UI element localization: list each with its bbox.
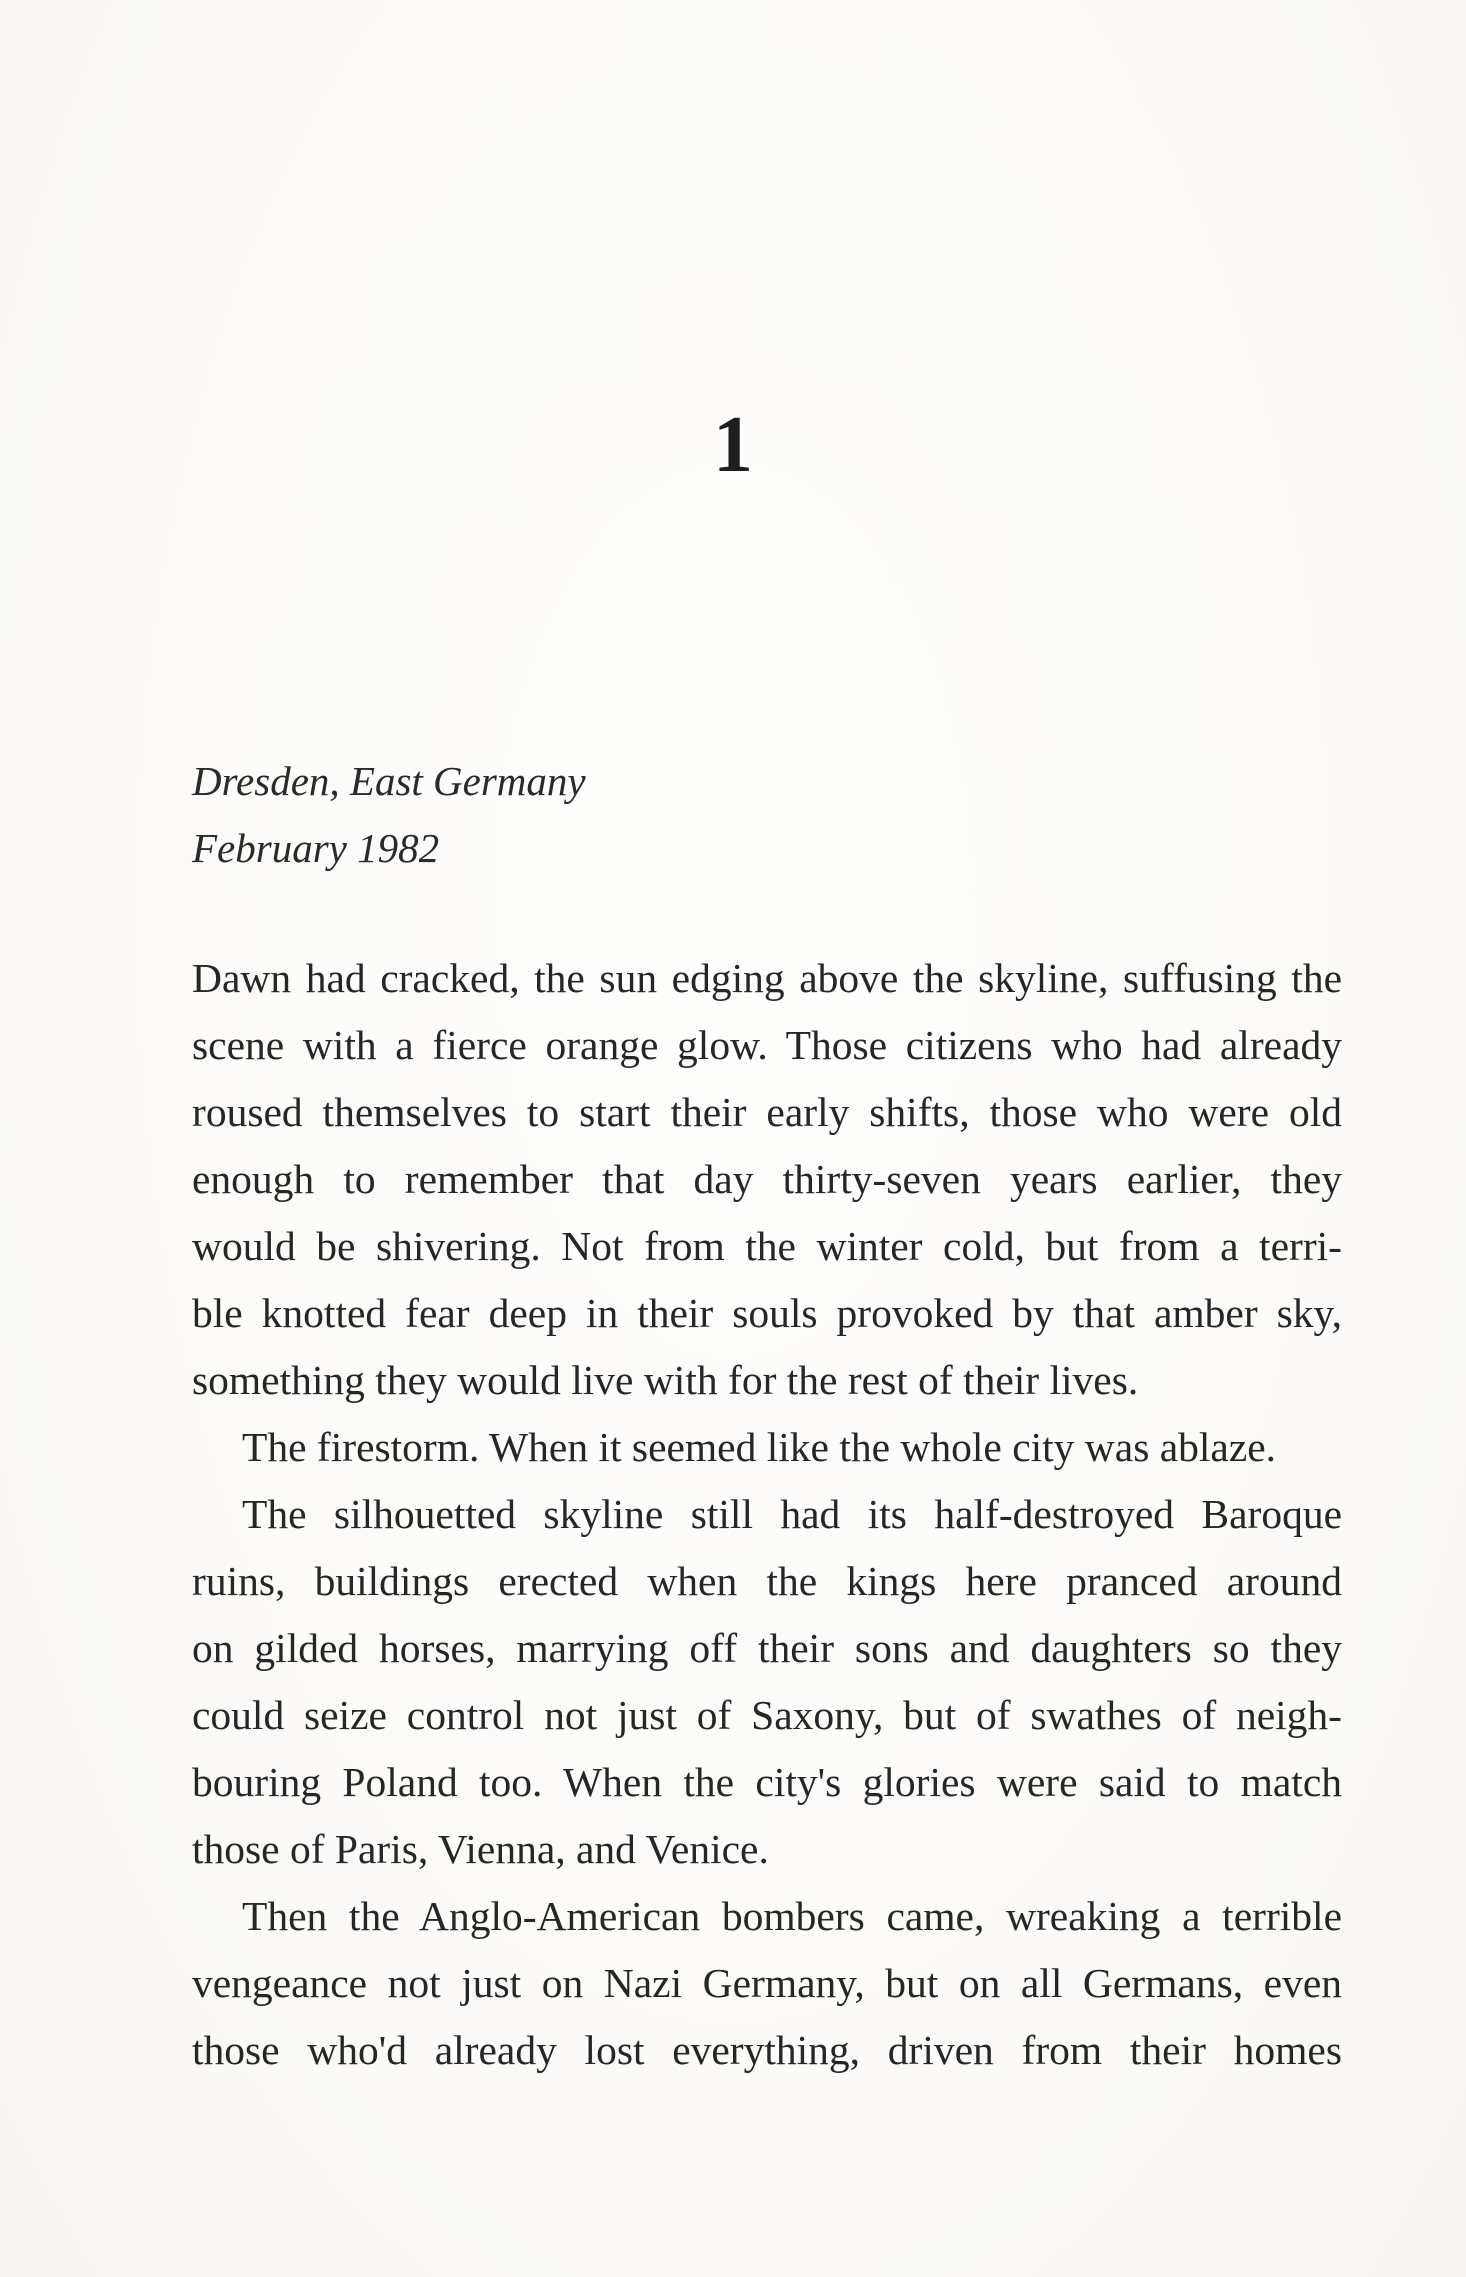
text-line: those who'd already lost everything, driven from their homes	[192, 2027, 1342, 2073]
text-line: roused themselves to start their early shifts, those who were old	[192, 1089, 1342, 1135]
text-line: Dawn had cracked, the sun edging above the skyline, suffusing the	[192, 955, 1342, 1001]
text-line: The firestorm. When it seemed like the whole city was ablaze.	[242, 1424, 1277, 1470]
paragraph-2	[192, 1414, 1342, 1481]
paragraph-4	[192, 1883, 1342, 2084]
chapter-number: 1	[713, 401, 753, 489]
text-line: enough to remember that day thirty-seven years earlier, they	[192, 1156, 1342, 1202]
dateline-place: Dresden, East Germany	[192, 758, 586, 804]
text-line: vengeance not just on Nazi Germany, but on all Germans, even	[192, 1960, 1342, 2006]
paragraph-3	[192, 1481, 1342, 1883]
text-line: could seize control not just of Saxony, but of swathes of neigh-	[192, 1692, 1342, 1738]
dateline-date: February 1982	[192, 825, 440, 871]
text-line: on gilded horses, marrying off their sons and daughters so they	[192, 1625, 1342, 1671]
text-line: bouring Poland too. When the city's glories were said to match	[192, 1759, 1342, 1805]
text-line: would be shivering. Not from the winter cold, but from a terri-	[192, 1223, 1342, 1269]
text-line: The silhouetted skyline still had its half-destroyed Baroque	[242, 1491, 1342, 1537]
chapter-body	[192, 945, 1342, 2084]
text-line: something they would live with for the rest of their lives.	[192, 1357, 1139, 1403]
paragraph-1	[192, 945, 1342, 1414]
text-line: Then the Anglo-American bombers came, wreaking a terrible	[242, 1893, 1342, 1939]
text-line: scene with a fierce orange glow. Those citizens who had already	[192, 1022, 1342, 1068]
dateline	[192, 748, 586, 882]
text-line: ruins, buildings erected when the kings here pranced around	[192, 1558, 1342, 1604]
text-line: ble knotted fear deep in their souls provoked by that amber sky,	[192, 1290, 1342, 1336]
text-line: those of Paris, Vienna, and Venice.	[192, 1826, 769, 1872]
